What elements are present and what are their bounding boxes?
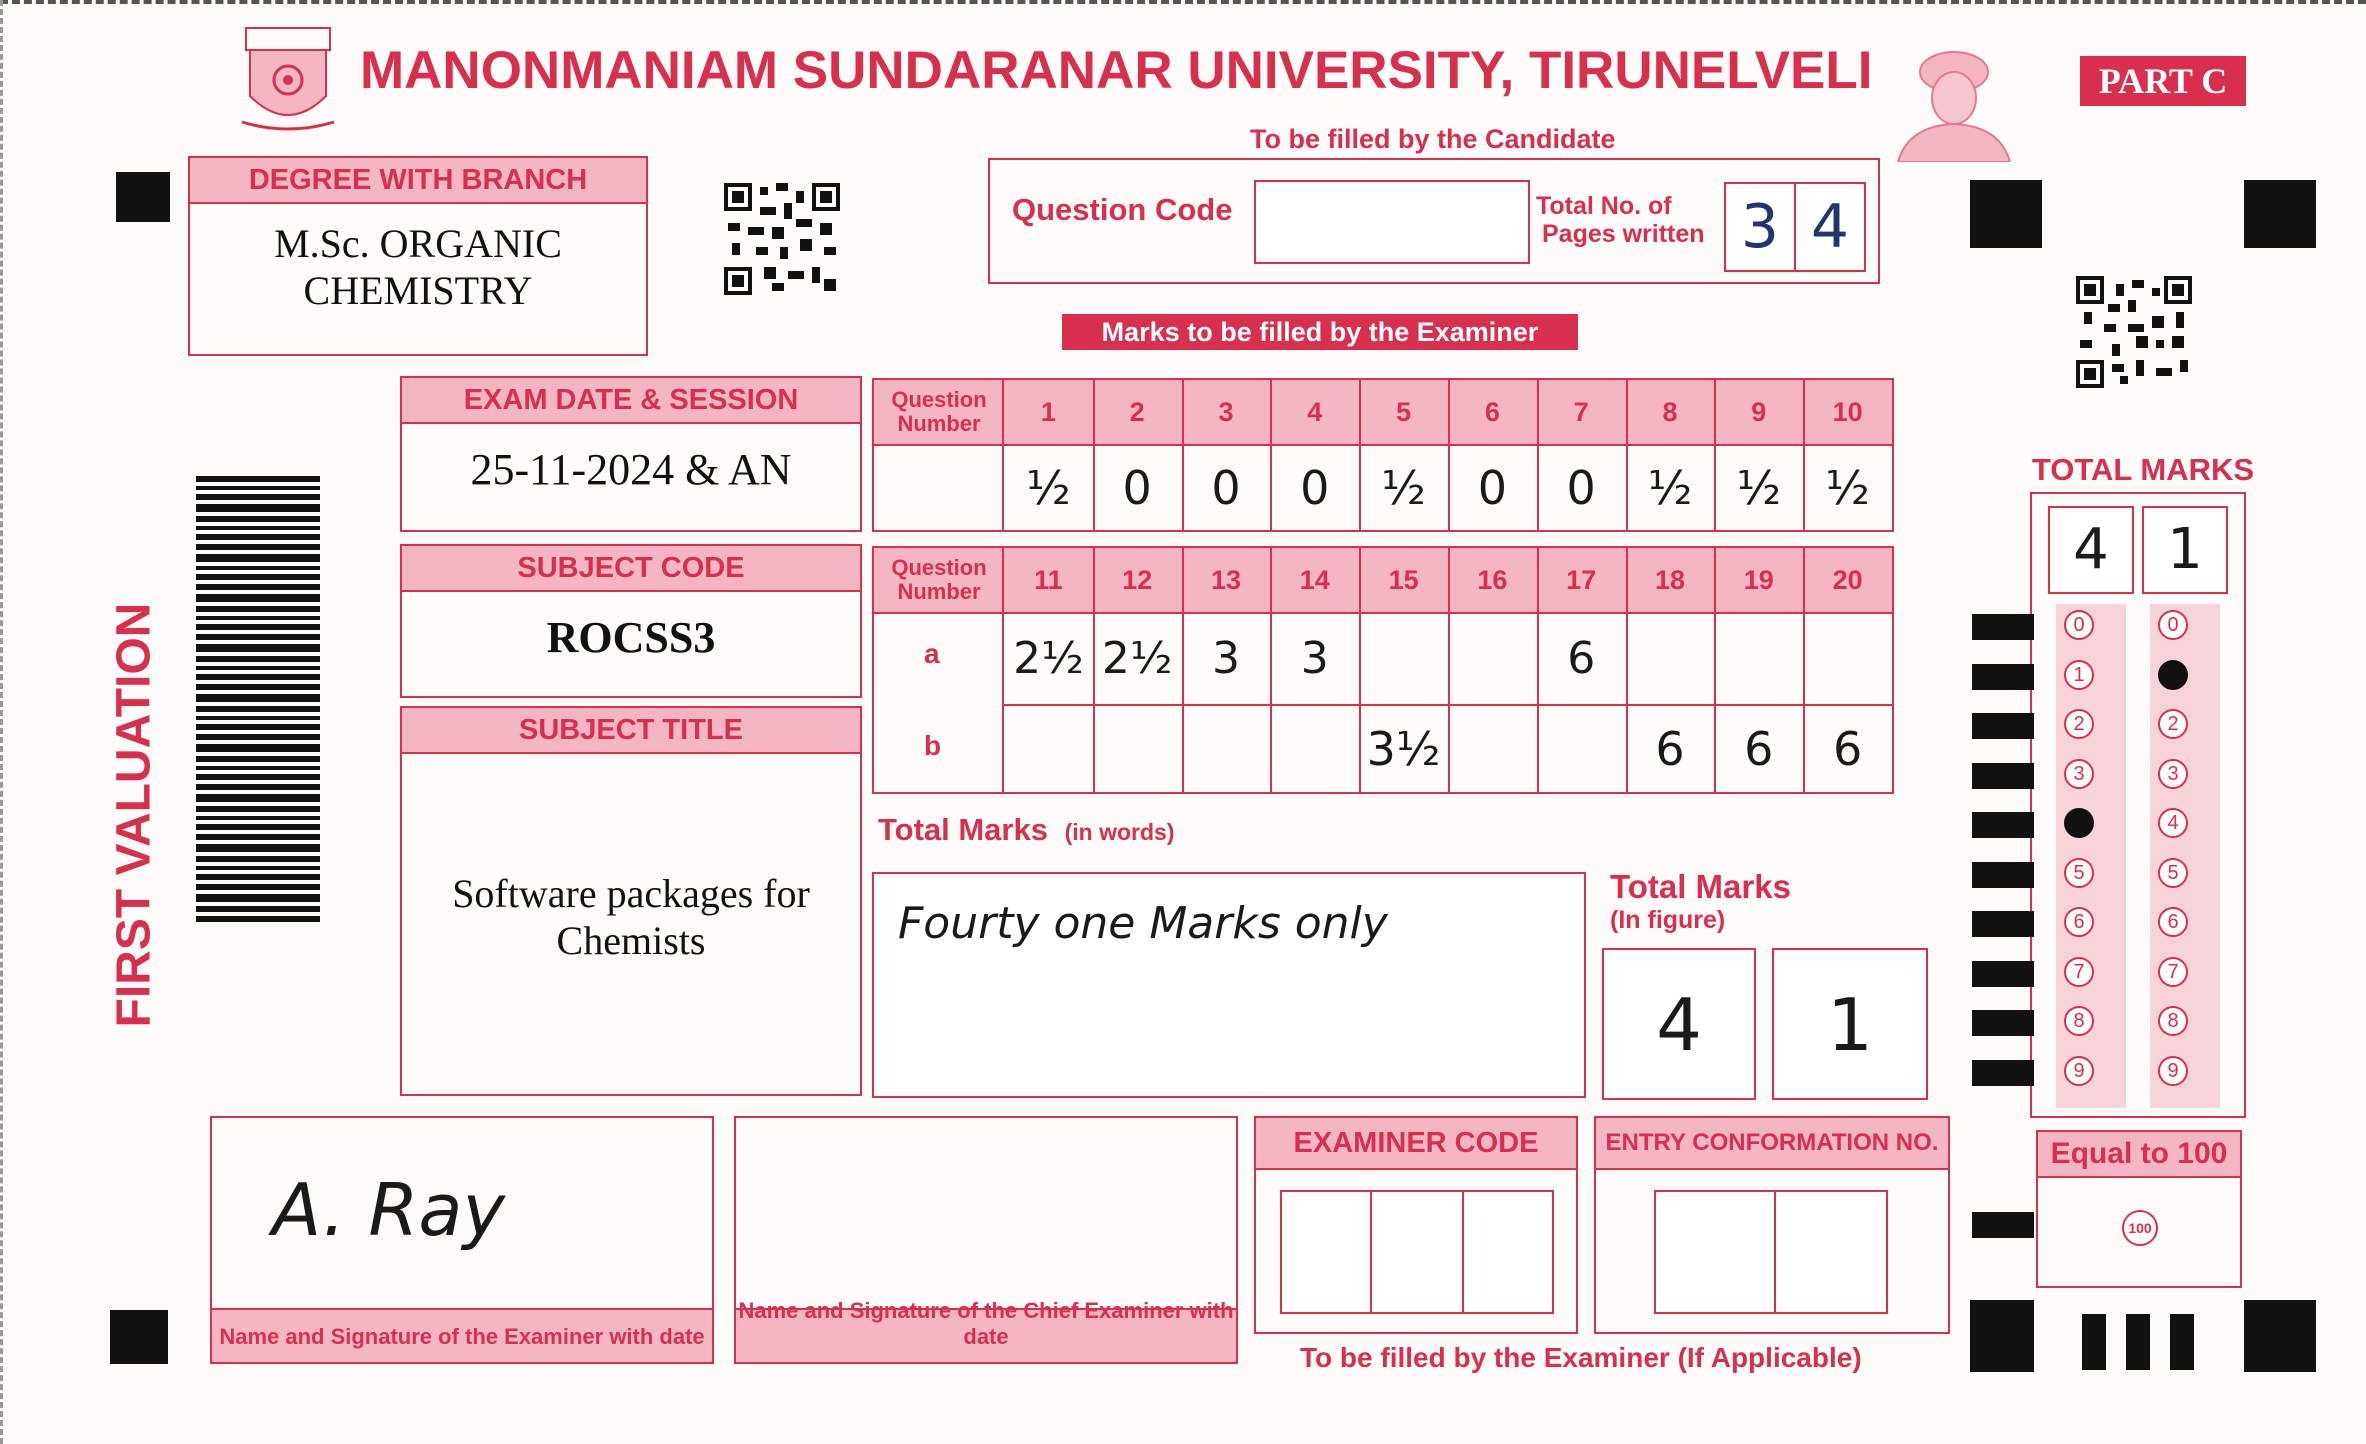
timing-mark bbox=[110, 1310, 168, 1364]
subject-code-label: SUBJECT CODE bbox=[402, 546, 860, 592]
total-words-value: Fourty one Marks only bbox=[898, 898, 1388, 949]
question-number: 13 bbox=[1210, 565, 1242, 595]
mark-cell-a[interactable]: 2½ bbox=[1101, 633, 1173, 684]
top-border bbox=[0, 0, 2366, 8]
digit-bubble[interactable]: 0 bbox=[2064, 610, 2094, 640]
digit-bubble[interactable]: 7 bbox=[2064, 957, 2094, 987]
mark-cell[interactable]: ½ bbox=[1736, 461, 1782, 515]
timing-mark bbox=[116, 172, 170, 222]
timing-mark bbox=[1970, 1300, 2034, 1372]
candidate-caption: To be filled by the Candidate bbox=[1250, 124, 1616, 154]
total-figure-title: Total Marks bbox=[1610, 868, 1791, 905]
mark-cell[interactable]: 0 bbox=[1300, 461, 1330, 515]
digit-bubble[interactable]: 4 bbox=[2064, 808, 2094, 838]
digit-bubble[interactable]: 0 bbox=[2158, 610, 2188, 640]
digit-bubble[interactable]: 8 bbox=[2064, 1006, 2094, 1036]
question-number: 4 bbox=[1307, 397, 1323, 427]
chief-signature-label: Name and Signature of the Chief Examiner with date bbox=[738, 1298, 1234, 1349]
university-logo bbox=[238, 26, 338, 136]
digit-bubble[interactable]: 2 bbox=[2064, 709, 2094, 739]
grid1-qn-label-2: Number bbox=[897, 411, 981, 436]
qr-code-icon bbox=[2076, 276, 2192, 388]
mark-cell-a[interactable] bbox=[1803, 614, 1892, 704]
subject-code-box bbox=[400, 544, 862, 698]
examiner-signature-label: Name and Signature of the Examiner with date bbox=[219, 1324, 705, 1349]
total-marks-panel-label: TOTAL MARKS bbox=[2031, 452, 2255, 487]
mark-cell-b[interactable]: 6 bbox=[1832, 722, 1863, 776]
bubble-100[interactable]: 100 bbox=[2122, 1210, 2158, 1246]
mark-cell-b[interactable]: 6 bbox=[1744, 722, 1774, 776]
mark-cell[interactable]: 0 bbox=[1477, 461, 1508, 515]
pages-written-label-1: Total No. of bbox=[1536, 192, 1672, 220]
grid2-qn-label-2: Number bbox=[897, 579, 981, 604]
digit-bubble[interactable]: 6 bbox=[2064, 907, 2094, 937]
examiner-code-input-1[interactable] bbox=[1280, 1190, 1372, 1314]
timing-mark bbox=[2244, 1300, 2316, 1372]
question-number: 3 bbox=[1218, 397, 1234, 427]
total-figure-digit-1[interactable]: 4 bbox=[1602, 948, 1756, 1100]
question-number: 1 bbox=[1040, 397, 1056, 427]
mark-cell[interactable]: 0 bbox=[1211, 461, 1241, 515]
mark-cell[interactable]: ½ bbox=[1381, 461, 1426, 515]
timing-mark bbox=[1970, 180, 2042, 248]
degree-box bbox=[188, 156, 648, 356]
question-number: 12 bbox=[1122, 565, 1153, 595]
grid2-qn-label bbox=[874, 556, 1004, 604]
mark-cell[interactable]: ½ bbox=[1647, 461, 1693, 515]
total-words-sub: (in words) bbox=[1064, 819, 1175, 845]
pages-digit-2[interactable]: 4 bbox=[1794, 182, 1866, 272]
left-border bbox=[0, 0, 7, 1444]
digit-bubble[interactable]: 9 bbox=[2064, 1056, 2094, 1086]
chief-signature-box[interactable] bbox=[734, 1116, 1238, 1364]
mark-cell-b[interactable] bbox=[1270, 706, 1359, 792]
digit-bubble[interactable]: 9 bbox=[2158, 1056, 2188, 1086]
qr-code-icon bbox=[724, 182, 840, 296]
question-number: 11 bbox=[1034, 565, 1063, 595]
mark-cell-a[interactable]: 3 bbox=[1211, 633, 1240, 684]
subject-title-label: SUBJECT TITLE bbox=[402, 708, 860, 754]
footer-note: To be filled by the Examiner (If Applicable) bbox=[1300, 1342, 1862, 1373]
question-number: 7 bbox=[1573, 397, 1589, 427]
question-number: 19 bbox=[1743, 565, 1774, 595]
question-number: 6 bbox=[1484, 397, 1500, 427]
total-figure-sub: (In figure) bbox=[1610, 906, 1726, 934]
question-number: 9 bbox=[1751, 397, 1767, 427]
marks-grid-1 bbox=[872, 378, 1894, 532]
mark-cell-b[interactable] bbox=[1537, 706, 1626, 792]
question-number: 15 bbox=[1388, 565, 1419, 595]
total-figure-digit-2[interactable]: 1 bbox=[1772, 948, 1928, 1100]
examiner-signature: A. Ray bbox=[272, 1168, 506, 1252]
mark-cell-a[interactable] bbox=[1714, 614, 1803, 704]
digit-bubble[interactable]: 5 bbox=[2064, 858, 2094, 888]
question-number: 10 bbox=[1832, 397, 1863, 427]
digit-bubble[interactable]: 4 bbox=[2158, 808, 2188, 838]
mark-cell-a[interactable]: 2½ bbox=[1013, 633, 1084, 684]
grid2-qn-label-1: Question bbox=[891, 555, 987, 580]
grid1-qn-label-1: Question bbox=[891, 387, 987, 412]
row-b-label: b bbox=[924, 730, 942, 761]
degree-line1: M.Sc. ORGANIC bbox=[274, 221, 562, 266]
question-number: 17 bbox=[1566, 565, 1597, 595]
first-valuation-label: FIRST VALUATION bbox=[107, 602, 161, 1028]
mark-cell-a[interactable] bbox=[1626, 614, 1715, 704]
mark-cell-a[interactable]: 6 bbox=[1567, 633, 1596, 684]
total-marks-panel bbox=[2030, 492, 2246, 1118]
question-number: 14 bbox=[1299, 565, 1330, 595]
digit-bubble[interactable]: 1 bbox=[2158, 660, 2188, 690]
digit-bubble[interactable]: 7 bbox=[2158, 957, 2188, 987]
examiner-code-label: EXAMINER CODE bbox=[1256, 1118, 1576, 1170]
marks-grid-2 bbox=[872, 546, 1894, 794]
timing-mark bbox=[2082, 1314, 2106, 1370]
examiner-signature-box[interactable] bbox=[210, 1116, 714, 1364]
subject-title-line2: Chemists bbox=[556, 918, 706, 963]
subject-title-line1: Software packages for bbox=[452, 871, 810, 916]
question-number: 18 bbox=[1654, 565, 1686, 595]
digit-bubble[interactable]: 5 bbox=[2158, 858, 2188, 888]
panel-digit-1[interactable]: 4 bbox=[2048, 506, 2134, 594]
university-title: MANONMANIAM SUNDARANAR UNIVERSITY, TIRUNELVELI bbox=[360, 41, 1873, 100]
total-words-box[interactable] bbox=[872, 872, 1586, 1098]
portrait-image bbox=[1888, 36, 2018, 162]
entry-no-input-1[interactable] bbox=[1654, 1190, 1776, 1314]
entry-no-label: ENTRY CONFORMATION NO. bbox=[1596, 1118, 1948, 1170]
mark-cell[interactable]: 0 bbox=[1122, 461, 1152, 515]
question-number: 20 bbox=[1832, 565, 1863, 595]
mark-cell-a[interactable] bbox=[1359, 614, 1448, 704]
exam-date-value: 25-11-2024 & AN bbox=[470, 445, 792, 494]
mark-cell-a[interactable]: 3 bbox=[1300, 633, 1329, 684]
pages-written-label-2: Pages written bbox=[1542, 220, 1705, 248]
total-words-label bbox=[878, 812, 1175, 848]
examiner-code-input-2[interactable] bbox=[1370, 1190, 1464, 1314]
mark-cell[interactable]: 0 bbox=[1566, 461, 1596, 515]
timing-bar bbox=[1972, 961, 2034, 987]
degree-label: DEGREE WITH BRANCH bbox=[190, 158, 646, 204]
timing-bar bbox=[1972, 614, 2034, 640]
question-number: 8 bbox=[1662, 397, 1678, 427]
subject-code-value: ROCSS3 bbox=[546, 613, 716, 662]
digit-bubble[interactable]: 3 bbox=[2064, 759, 2094, 789]
equal-100-label: Equal to 100 bbox=[2038, 1132, 2240, 1178]
timing-mark bbox=[2170, 1314, 2194, 1370]
row-a-label: a bbox=[924, 638, 940, 669]
mark-cell-b[interactable] bbox=[1182, 706, 1271, 792]
total-words-title: Total Marks bbox=[878, 812, 1048, 847]
mark-cell-b[interactable]: 6 bbox=[1655, 722, 1685, 776]
question-code-input[interactable] bbox=[1254, 180, 1530, 264]
timing-bar bbox=[1972, 664, 2034, 690]
timing-bar bbox=[1972, 713, 2034, 739]
timing-bar bbox=[1972, 1060, 2034, 1086]
digit-bubble[interactable]: 8 bbox=[2158, 1006, 2188, 1036]
panel-digit-2[interactable]: 1 bbox=[2142, 506, 2228, 594]
grid1-qn-label bbox=[874, 388, 1004, 436]
entry-no-box bbox=[1594, 1116, 1950, 1334]
timing-bar bbox=[1972, 911, 2034, 937]
question-number: 2 bbox=[1129, 397, 1145, 427]
part-badge: PART C bbox=[2080, 56, 2246, 106]
question-number: 5 bbox=[1396, 397, 1412, 427]
timing-bar bbox=[1972, 862, 2034, 888]
digit-bubble[interactable]: 6 bbox=[2158, 907, 2188, 937]
barcode bbox=[196, 476, 320, 942]
examiner-code-box bbox=[1254, 1116, 1578, 1334]
mark-cell-b[interactable] bbox=[1093, 706, 1182, 792]
question-number: 16 bbox=[1477, 565, 1508, 595]
entry-no-input-2[interactable] bbox=[1774, 1190, 1888, 1314]
mark-cell-a[interactable] bbox=[1448, 614, 1537, 704]
exam-date-label: EXAM DATE & SESSION bbox=[402, 378, 860, 424]
timing-bar bbox=[1972, 1010, 2034, 1036]
mark-cell[interactable]: ½ bbox=[1825, 461, 1870, 515]
mark-cell-b[interactable] bbox=[1448, 706, 1537, 792]
timing-bar bbox=[1972, 763, 2034, 789]
mark-cell-b[interactable]: 3½ bbox=[1366, 722, 1441, 776]
timing-bar bbox=[1972, 812, 2034, 838]
equal-100-box bbox=[2036, 1130, 2242, 1288]
subject-title-box bbox=[400, 706, 862, 1096]
examiner-code-input-3[interactable] bbox=[1462, 1190, 1554, 1314]
degree-line2: CHEMISTRY bbox=[303, 268, 533, 313]
exam-date-box bbox=[400, 376, 862, 532]
timing-bar bbox=[1972, 1212, 2034, 1238]
examiner-banner: Marks to be filled by the Examiner bbox=[1062, 314, 1578, 350]
pages-digit-1[interactable]: 3 bbox=[1724, 182, 1796, 272]
question-code-box bbox=[988, 158, 1880, 284]
mark-cell-b[interactable] bbox=[1004, 706, 1093, 792]
digit-bubble[interactable]: 1 bbox=[2064, 660, 2094, 690]
timing-mark bbox=[2126, 1314, 2150, 1370]
digit-bubble[interactable]: 3 bbox=[2158, 759, 2188, 789]
mark-cell[interactable]: ½ bbox=[1026, 461, 1071, 515]
timing-mark bbox=[2244, 180, 2316, 248]
question-code-label: Question Code bbox=[1012, 192, 1233, 227]
digit-bubble[interactable]: 2 bbox=[2158, 709, 2188, 739]
